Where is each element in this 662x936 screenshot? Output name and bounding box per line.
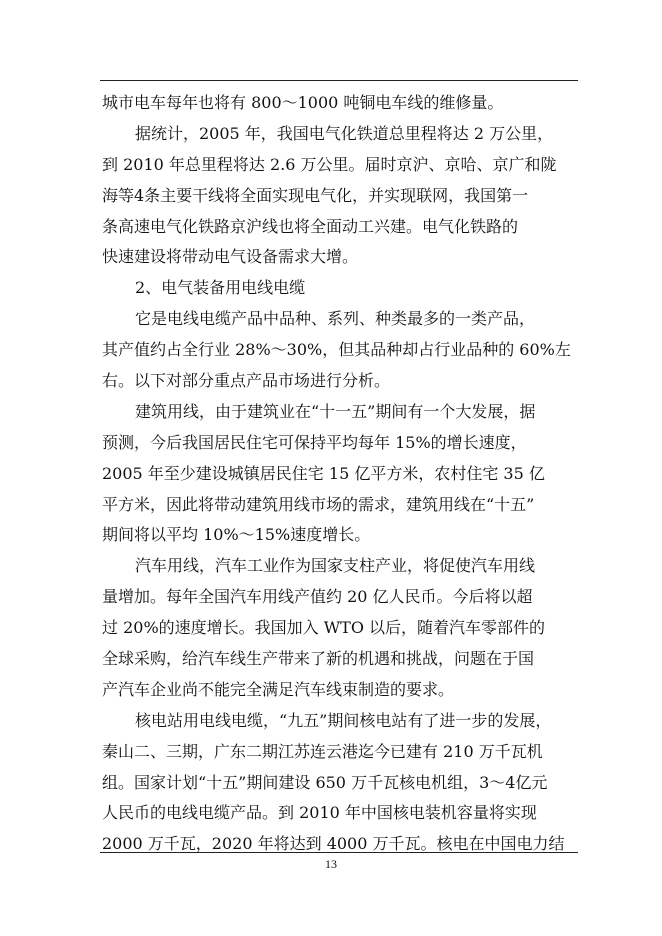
text-line: 2005 年至少建设城镇居民住宅 15 亿平方米，农村住宅 35 亿 — [102, 463, 545, 483]
text-line: 建筑用线，由于建筑业在“十一五”期间有一个大发展，据 — [135, 401, 536, 421]
text-line: 全球采购，给汽车线生产带来了新的机遇和挑战，问题在于国 — [102, 649, 535, 669]
text-line: 海等4条主要干线将全面实现电气化，并实现联网，我国第一 — [102, 185, 529, 205]
text-line: 汽车用线，汽车工业作为国家支柱产业，将促使汽车用线 — [135, 556, 536, 576]
text-line: 到 2010 年总里程将达 2.6 万公里。届时京沪、京哈、京广和陇 — [102, 154, 557, 174]
text-line: 它是电线电缆产品中品种、系列、种类最多的一类产品， — [135, 309, 536, 329]
footer-rule — [100, 852, 578, 853]
text-line: 组。国家计划“十五”期间建设 650 万千瓦核电机组，3～4亿元 — [102, 772, 548, 792]
text-line: 预测，今后我国居民住宅可保持平均每年 15%的增长速度， — [102, 432, 527, 452]
text-line: 城市电车每年也将有 800～1000 吨铜电车线的维修量。 — [102, 93, 504, 112]
body-text — [102, 88, 578, 860]
text-line: 核电站用电线电缆，“九五”期间核电站有了进一步的发展， — [135, 710, 552, 730]
text-line: 产汽车企业尚不能完全满足汽车线束制造的要求。 — [102, 679, 455, 699]
header-rule — [100, 80, 578, 81]
section-heading: 2、电气装备用电线电缆 — [135, 278, 306, 298]
page-number: 13 — [325, 857, 337, 871]
text-line: 量增加。每年全国汽车用线产值约 20 亿人民币。今后将以超 — [102, 587, 533, 607]
text-line: 人民币的电线电缆产品。到 2010 年中国核电装机容量将实现 — [102, 803, 537, 823]
text-line: 2000 万千瓦，2020 年将达到 4000 万千瓦。核电在中国电力结 — [102, 834, 565, 854]
text-line: 条高速电气化铁路京沪线也将全面动工兴建。电气化铁路的 — [102, 216, 519, 236]
text-line: 其产值约占全行业 28%～30%，但其品种却占行业品种的 60%左 — [102, 340, 571, 360]
text-line: 平方米，因此将带动建筑用线市场的需求，建筑用线在“十五” — [102, 494, 535, 514]
text-line: 快速建设将带动电气设备需求大增。 — [102, 247, 359, 267]
text-line: 期间将以平均 10%～15%速度增长。 — [102, 525, 371, 545]
text-line: 据统计，2005 年，我国电气化铁道总里程将达 2 万公里， — [135, 123, 554, 143]
text-line: 右。以下对部分重点产品市场进行分析。 — [102, 371, 391, 391]
text-line: 秦山二、三期，广东二期江苏连云港迄今已建有 210 万千瓦机 — [102, 741, 543, 761]
text-line: 过 20%的速度增长。我国加入 WTO 以后，随着汽车零部件的 — [102, 618, 546, 638]
